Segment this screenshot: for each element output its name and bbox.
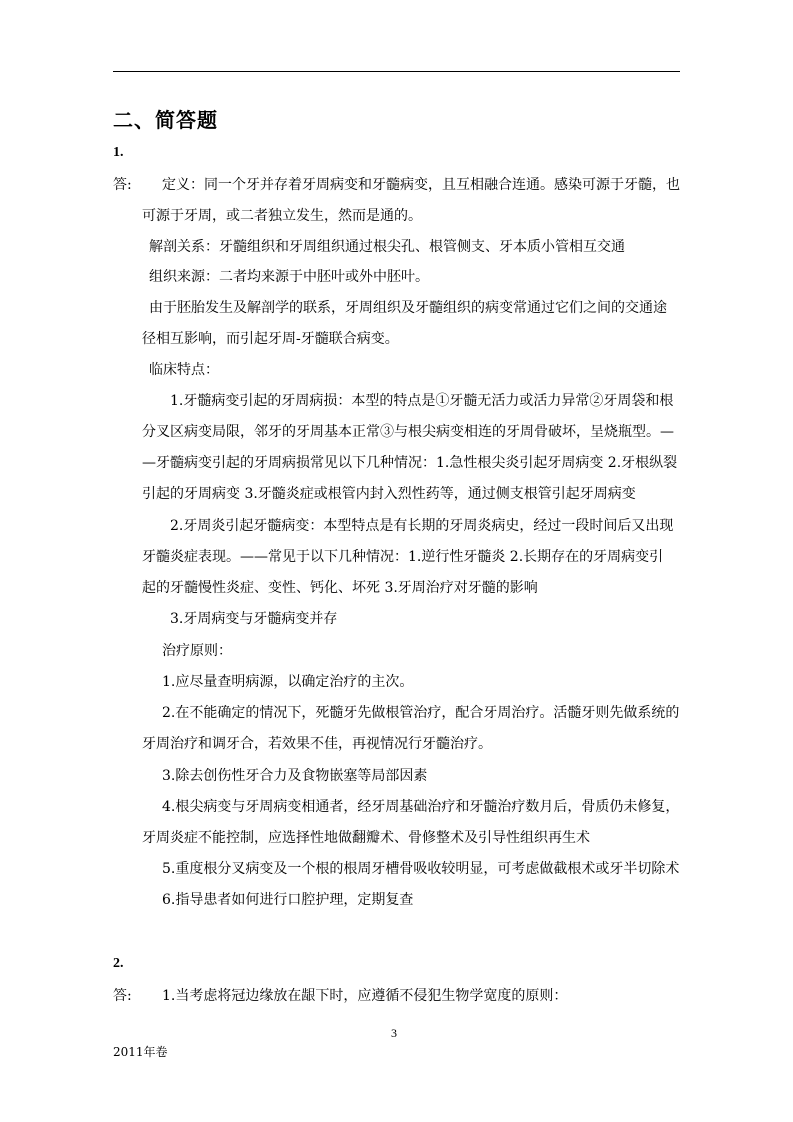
q1-line: 牙周治疗和调牙合，若效果不佳，再视情况行牙髓治疗。 bbox=[142, 736, 492, 752]
question-1-number: 1. bbox=[113, 145, 124, 160]
q1-line: 定义：同一个牙并存着牙周病变和牙髓病变，且互相融合连通。感染可源于牙髓，也 bbox=[162, 177, 680, 193]
q1-line: 由于胚胎发生及解剖学的联系，牙周组织及牙髓组织的病变常通过它们之间的交通途 bbox=[149, 300, 667, 316]
q1-line: 3.除去创伤性牙合力及食物嵌塞等局部因素 bbox=[162, 768, 428, 784]
q1-line: —牙髓病变引起的牙周病损常见以下几种情况：1.急性根尖炎引起牙周病变 2.牙根纵裂 bbox=[142, 455, 678, 471]
q1-line: 起的牙髓慢性炎症、变性、钙化、坏死 3.牙周治疗对牙髓的影响 bbox=[142, 580, 538, 596]
question-1-answer-label: 答: bbox=[113, 177, 132, 193]
q1-line: 2.牙周炎引起牙髓病变：本型特点是有长期的牙周炎病史，经过一段时间后又出现 bbox=[170, 518, 674, 534]
q1-line: 临床特点： bbox=[149, 362, 219, 378]
q1-line: 分叉区病变局限，邻牙的牙周基本正常③与根尖病变相连的牙周骨破坏，呈烧瓶型。— bbox=[142, 424, 674, 440]
footer-year-label: 2011年卷 bbox=[113, 1045, 168, 1059]
q1-line: 6.指导患者如何进行口腔护理，定期复查 bbox=[162, 892, 414, 908]
q1-line: 4.根尖病变与牙周病变相通者，经牙周基础治疗和牙髓治疗数月后，骨质仍未修复， bbox=[162, 799, 680, 815]
q2-line: 1.当考虑将冠边缘放在龈下时，应遵循不侵犯生物学宽度的原则： bbox=[162, 988, 568, 1004]
q1-line: 解剖关系：牙髓组织和牙周组织通过根尖孔、根管侧支、牙本质小管相互交通 bbox=[149, 239, 625, 255]
section-title: 二、简答题 bbox=[113, 108, 218, 132]
q1-line: 径相互影响，而引起牙周-牙髓联合病变。 bbox=[142, 331, 399, 347]
q1-line: 牙周炎症不能控制，应选择性地做翻瓣术、骨修整术及引导性组织再生术 bbox=[142, 830, 590, 846]
q1-line: 可源于牙周，或二者独立发生，然而是通的。 bbox=[142, 208, 422, 224]
q1-line: 1.应尽量查明病源，以确定治疗的主次。 bbox=[162, 674, 414, 690]
q1-line: 牙髓炎症表现。——常见于以下几种情况：1.逆行性牙髓炎 2.长期存在的牙周病变引 bbox=[142, 549, 664, 565]
q1-line: 2.在不能确定的情况下，死髓牙先做根管治疗，配合牙周治疗。活髓牙则先做系统的 bbox=[162, 705, 680, 721]
q1-line: 1.牙髓病变引起的牙周病损：本型的特点是①牙髓无活力或活力异常②牙周袋和根 bbox=[170, 393, 674, 409]
page-number: 3 bbox=[391, 1026, 397, 1040]
q1-line: 5.重度根分叉病变及一个根的根周牙槽骨吸收较明显，可考虑做截根术或牙半切除术 bbox=[162, 861, 680, 877]
q1-line: 3.牙周病变与牙髓病变并存 bbox=[170, 611, 338, 627]
q1-line: 治疗原则： bbox=[162, 643, 232, 659]
q1-line: 引起的牙周病变 3.牙髓炎症或根管内封入烈性药等，通过侧支根管引起牙周病变 bbox=[142, 486, 636, 502]
question-2-number: 2. bbox=[113, 956, 124, 971]
header-rule bbox=[113, 71, 680, 72]
q1-line: 组织来源：二者均来源于中胚叶或外中胚叶。 bbox=[149, 269, 429, 285]
question-2-answer-label: 答: bbox=[113, 988, 132, 1004]
